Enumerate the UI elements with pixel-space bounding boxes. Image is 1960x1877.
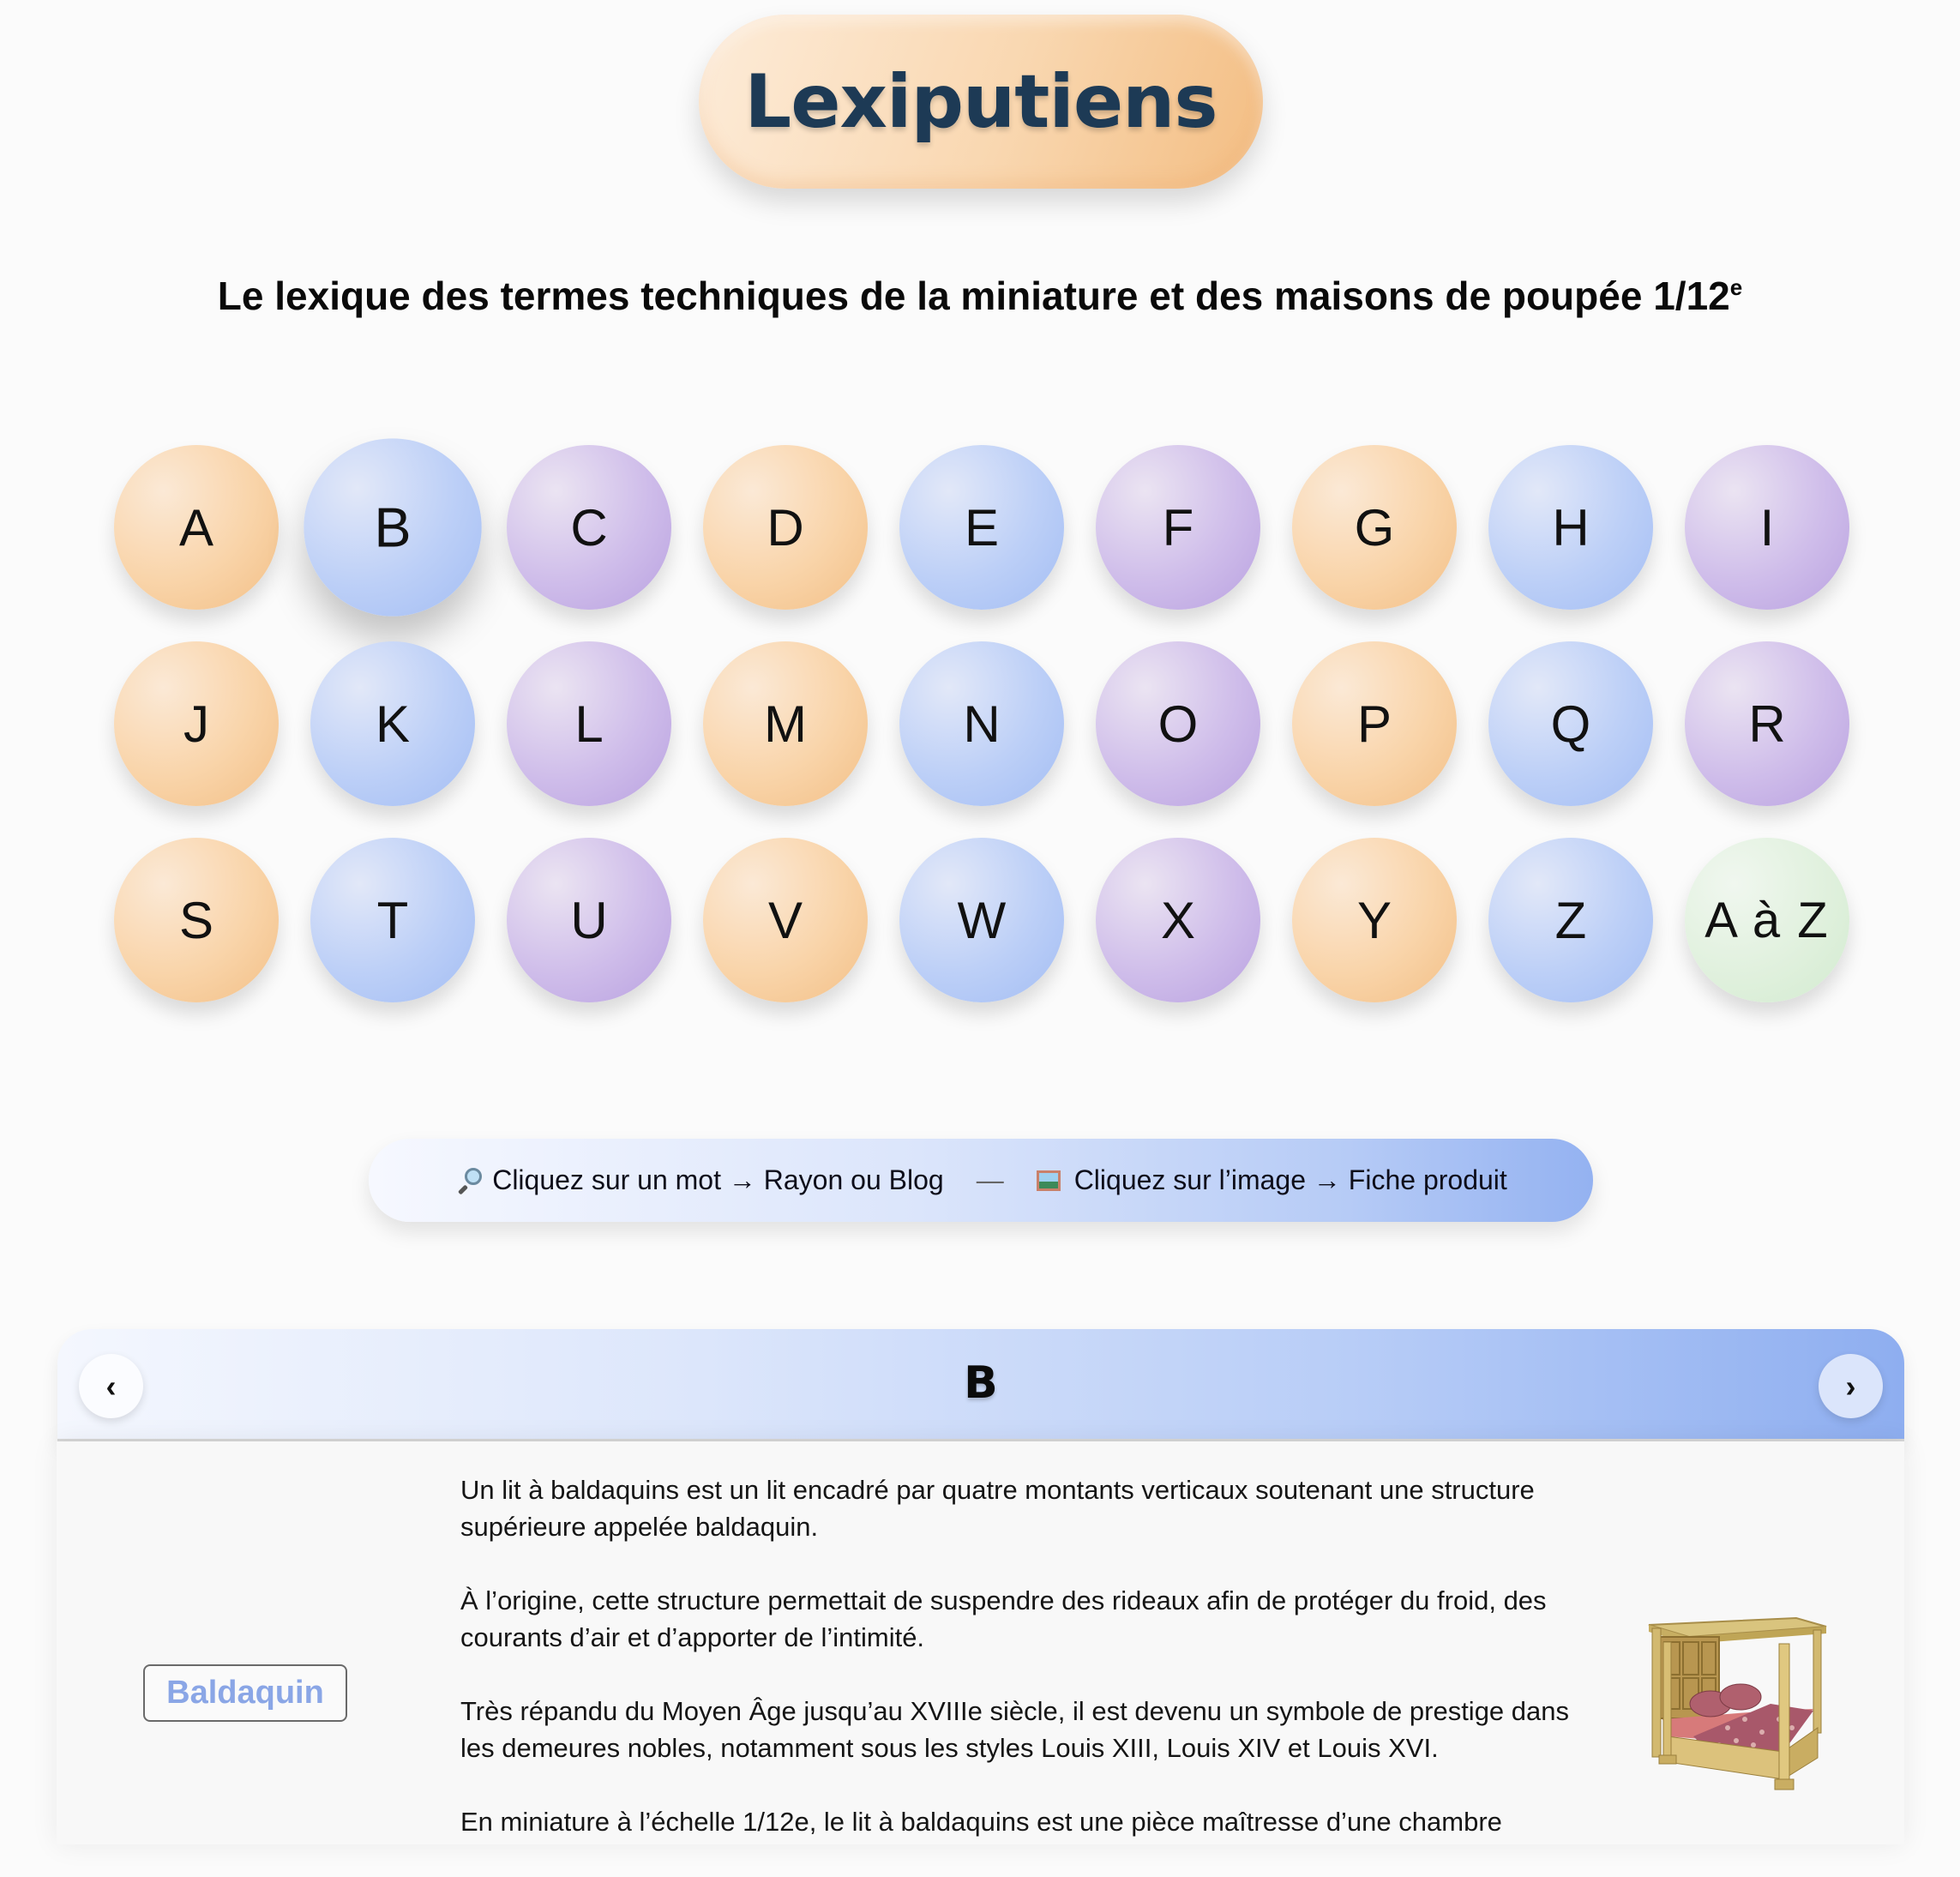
letter-button-q[interactable]: Q xyxy=(1488,641,1653,806)
site-title-pill xyxy=(699,15,1263,189)
letter-button-w[interactable]: W xyxy=(899,838,1064,1002)
letter-button-m[interactable]: M xyxy=(703,641,868,806)
letter-button-a[interactable]: A xyxy=(114,445,279,610)
letter-button-e[interactable]: E xyxy=(899,445,1064,610)
subtitle-text: Le lexique des termes techniques de la miniature et des maisons de poupée 1/12 xyxy=(217,274,1730,318)
hint-word-text: Cliquez sur un mot → Rayon ou Blog xyxy=(492,1164,944,1195)
product-image-canopy-bed[interactable] xyxy=(1642,1608,1831,1792)
framed-picture-icon xyxy=(1037,1170,1061,1191)
letter-button-r[interactable]: R xyxy=(1685,641,1849,806)
page-subtitle xyxy=(0,273,1960,319)
instruction-bar xyxy=(369,1139,1593,1222)
current-letter-title: B xyxy=(964,1357,998,1409)
subtitle-superscript: e xyxy=(1729,274,1743,300)
site-title: Lexiputiens xyxy=(744,58,1217,145)
chevron-left-icon: ‹ xyxy=(105,1368,117,1404)
letter-button-d[interactable]: D xyxy=(703,445,868,610)
letter-button-a-à-z[interactable]: A à Z xyxy=(1685,838,1849,1002)
letter-button-h[interactable]: H xyxy=(1488,445,1653,610)
description-paragraph: À l’origine, cette structure permettait de suspendre des rideaux afin de protéger du froid, des courants d’air et d’apporter de l’intimité. xyxy=(460,1585,1547,1652)
chevron-right-icon: › xyxy=(1845,1368,1856,1404)
letter-button-g[interactable]: G xyxy=(1292,445,1457,610)
letter-button-z[interactable]: Z xyxy=(1488,838,1653,1002)
canopy-bed-icon xyxy=(1642,1608,1831,1792)
term-description xyxy=(460,1471,1609,1877)
hint-separator: — xyxy=(976,1164,1004,1195)
letter-button-b[interactable]: B xyxy=(304,438,481,616)
magnifier-icon xyxy=(454,1166,484,1195)
description-paragraph: En miniature à l’échelle 1/12e, le lit à baldaquins est une pièce maîtresse d’une chambre xyxy=(460,1807,1502,1837)
term-link-baldaquin[interactable]: Baldaquin xyxy=(143,1664,347,1722)
letter-button-y[interactable]: Y xyxy=(1292,838,1457,1002)
letter-button-v[interactable]: V xyxy=(703,838,868,1002)
next-letter-button[interactable] xyxy=(1819,1354,1883,1418)
hint-image-text: Cliquez sur l’image → Fiche produit xyxy=(1073,1164,1507,1195)
hint-image xyxy=(1037,1164,1507,1196)
letter-button-i[interactable]: I xyxy=(1685,445,1849,610)
entry-panel xyxy=(57,1441,1904,1844)
letter-button-l[interactable]: L xyxy=(507,641,671,806)
letter-button-f[interactable]: F xyxy=(1096,445,1260,610)
letter-button-s[interactable]: S xyxy=(114,838,279,1002)
letter-button-j[interactable]: J xyxy=(114,641,279,806)
letter-button-n[interactable]: N xyxy=(899,641,1064,806)
letter-button-k[interactable]: K xyxy=(310,641,475,806)
letter-button-c[interactable]: C xyxy=(507,445,671,610)
letter-button-t[interactable]: T xyxy=(310,838,475,1002)
letter-button-p[interactable]: P xyxy=(1292,641,1457,806)
description-paragraph: Un lit à baldaquins est un lit encadré par quatre montants verticaux soutenant une structure supérieure appelée baldaquin. xyxy=(460,1475,1535,1542)
hint-word xyxy=(454,1164,943,1196)
letter-button-x[interactable]: X xyxy=(1096,838,1260,1002)
letter-panel-header xyxy=(57,1329,1904,1441)
letter-button-u[interactable]: U xyxy=(507,838,671,1002)
letter-button-o[interactable]: O xyxy=(1096,641,1260,806)
description-paragraph: Très répandu du Moyen Âge jusqu’au XVIIIe siècle, il est devenu un symbole de prestige dans les demeures nobles, notamment sous les styles Louis XIII, Louis XIV et Louis XVI. xyxy=(460,1696,1570,1763)
